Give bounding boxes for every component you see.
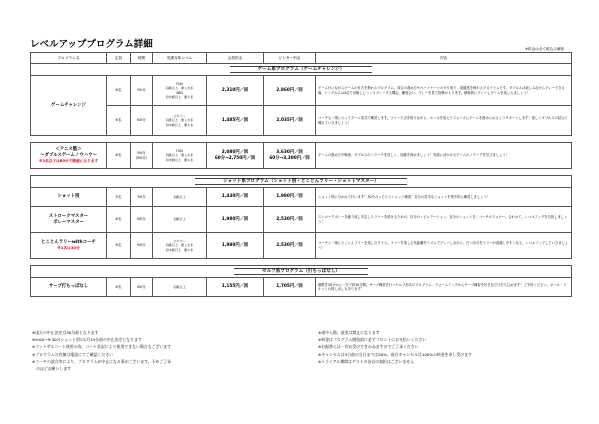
level-cell: 初級以上	[153, 278, 207, 297]
level-cell	[153, 76, 207, 106]
content-cell: 制限を30分から一打で約30分間。サーブ練習を行うセルフ形式のプログラム、ウォームアップからサーブ練習を好きなだけ打ち込めます！ご予約ください。ボール・ラケットの貸し出しもあります！	[316, 278, 572, 297]
notes-left	[32, 329, 272, 372]
member-fee-cell: 1,980円／回	[207, 207, 264, 233]
level-cell: 初級以上	[153, 188, 207, 207]
program-subname: ボレーマスター	[53, 219, 84, 225]
capacity-cell: 6名	[107, 207, 131, 233]
capacity-cell: 6名	[107, 143, 131, 169]
level-line: 初級以上 楽しむ系	[165, 243, 194, 248]
note-item: のほどお願いします	[36, 366, 72, 372]
section-row-game	[31, 64, 572, 76]
program-warning: ※2名以下は60分で開催になります	[38, 158, 99, 163]
header-content: 内容	[316, 53, 572, 64]
content-cell: ショット別に分かれて行います！30分みっちりとショット練習！自分の苦手なショットを集中的に練習しましょう！	[316, 188, 572, 207]
header-row	[31, 53, 572, 64]
member-fee-cell: 1,430円／回	[207, 188, 264, 207]
level-line: 初中級以上 勝ち系	[165, 247, 194, 252]
level-line: 初級以上 楽しむ系	[165, 86, 194, 91]
time-cell: 60分	[131, 278, 153, 297]
capacity-cell: 6名	[107, 106, 131, 136]
time-value: 90分	[137, 150, 146, 155]
notes-right	[318, 329, 570, 365]
level-line: 初級以上 楽しむ系	[165, 118, 194, 123]
visitor-fee-sub: 60分→3,300円／回	[269, 155, 310, 161]
note-item: ※料金はプログラム開始前に必ずフロントにお支払いください	[318, 337, 427, 343]
capacity-cell: 6名	[107, 278, 131, 297]
level-line: 初中級以上 勝ち系	[165, 122, 194, 127]
spacer-row	[31, 259, 572, 266]
section-title-self: セルフ系プログラム（打ちっぱなし）	[234, 268, 368, 276]
member-fee-cell: 1,155円／回	[207, 278, 264, 297]
level-line: WIN	[176, 90, 183, 95]
header-level: 受講対象レベル	[153, 53, 207, 64]
time-cell: 60分	[131, 207, 153, 233]
level-line: 初中級以上 勝ち系	[165, 157, 194, 162]
time-cell: 60分	[131, 233, 153, 259]
visitor-fee-cell: 2,035円／回	[264, 106, 316, 136]
level-cell	[153, 143, 207, 169]
section-title-shot: ショット系プログラム（ショット別・とことんラリー・ショットマスター）	[195, 178, 407, 186]
program-name: サーブ打ちっぱなし	[31, 278, 107, 297]
member-fee-cell: 1,485円／回	[207, 106, 264, 136]
member-fee-cell	[207, 143, 264, 169]
program-warning: ※1名は30分	[57, 245, 80, 250]
level-line: FUN	[176, 82, 183, 87]
visitor-fee-cell	[264, 143, 316, 169]
header-program: プログラム名	[31, 53, 107, 64]
program-name: ＜テニス塾＞	[55, 147, 82, 153]
content-cell: ゲーム行いながらゲームの仕方を教わるプログラム。試合の進め方やペートナーとのやり取り、前縦張を教わるプログラムです。ダブルスは楽しみながらプレーできる場、シングルスは4名で対戦しじっくりプレーする機会、難度合い、プレーを見て指導が入ります。積極的にプレーしゲームを楽しみましょう！	[316, 76, 572, 106]
time-cell: 30分	[131, 188, 153, 207]
member-fee-sub: 60分→2,750円／回	[214, 155, 256, 161]
section-row-self	[31, 266, 572, 278]
visitor-fee: 3,630円／回	[276, 149, 303, 155]
level-line: ビギナー	[173, 239, 186, 244]
note-item: ※キャンセルは3日前の当日までは50%、前日キャンセルは100%の料金を申し受けます	[318, 351, 472, 357]
program-name-cell	[31, 143, 107, 169]
program-name: ショット別	[31, 188, 107, 207]
level-cell: 初級以上	[153, 207, 207, 233]
note-item: ※プログラムの有無は電話にてご確認ください	[32, 351, 114, 357]
program-name-game-challenge: ゲームチャレンジ	[31, 76, 107, 136]
capacity-cell: 6名	[107, 233, 131, 259]
note-item: ※トライアル期間はゲストの各自の加担はございません	[318, 358, 415, 364]
header-time: 時間	[131, 53, 153, 64]
visitor-fee-cell: 1,705円／回	[264, 278, 316, 297]
time-cell	[131, 143, 153, 169]
note-item: ※9:00～9:30のショット別の1月15分前の中止決定となります	[32, 337, 142, 343]
note-item: ※雨天の中止決定は30分前となります	[32, 330, 99, 335]
member-fee: 3,080円／回	[221, 149, 249, 155]
table-row	[31, 207, 572, 233]
section-title-game: ゲーム系プログラム（ゲームチャレンジ）	[230, 66, 373, 74]
spacer-row	[31, 136, 572, 143]
content-cell: ゲームの進め方や戦術、ダブルスのノウハウを詳しく、知識を深めましょう！実践に活かせるゲームのノウハウを学びましょう！	[316, 143, 572, 169]
note-item: ※フットサルコート使用の為、コート状況により使用できない場合もございます	[32, 344, 171, 350]
capacity-cell: 6名	[107, 76, 131, 106]
capacity-cell: 5名	[107, 188, 131, 207]
visitor-fee-cell: 2,530円／回	[264, 233, 316, 259]
note-item: ※お振替えは一切お受けできかねますのでご了承ください	[318, 344, 419, 350]
program-name-cell	[31, 207, 107, 233]
member-fee-cell: 1,980円／回	[207, 233, 264, 259]
content-cell: コーチと一緒にとことんラリーを楽しむクラス。ラリーを楽しむ長距離をリズムでプレーしながら、打つ自分をラリーが意識しやすくなる、レベルアップしていきましょう！	[316, 233, 572, 259]
program-subname: ～ダブルスゲームノウハウ～	[40, 153, 97, 159]
note-item: ※コーチの試合等により、プログラムが中止になる事がございます。予めご了承	[32, 358, 172, 364]
program-name: ストロークマスター	[48, 213, 89, 219]
visitor-fee-cell: 1,980円／回	[264, 188, 316, 207]
program-name-cell	[31, 233, 107, 259]
table-row	[31, 278, 572, 297]
content-cell: コーチも一緒に入ってゲーム形式で練習します。ラリーで点を取りながら、ルールを覚えてスムーズにゲームを進められるようサポートします！楽しくダブルスの試合に慣れていきましょう！	[316, 106, 572, 136]
level-line: 初級以上 楽しむ系	[165, 153, 194, 158]
header-capacity: 定員	[107, 53, 131, 64]
note-item: ※途中入場、退室は禁止になります	[318, 330, 380, 335]
time-cell: 60分	[131, 106, 153, 136]
page-title: レベルアッププログラム詳細	[30, 39, 153, 50]
content-cell: ストロークボレーを繰り返し安定したラリーを続けるための、自分のレビュテーション、自分のショットを、コーチのフォロー、合わせて、レベルアップを目指しましょう！	[316, 207, 572, 233]
member-fee-cell: 2,310円／回	[207, 76, 264, 106]
header-visitor-fee: ビジター料金	[264, 53, 316, 64]
table-row	[31, 188, 572, 207]
program-table	[30, 52, 572, 297]
visitor-fee-cell: 2,530円／回	[264, 207, 316, 233]
time-cell: 90分	[131, 76, 153, 106]
level-line: FUN	[176, 149, 183, 154]
tax-note: ※料金は全て税込み価格	[525, 47, 564, 51]
header-member-fee: 会員料金	[207, 53, 264, 64]
visitor-fee-cell: 2,860円／回	[264, 76, 316, 106]
table-row	[31, 233, 572, 259]
level-cell	[153, 106, 207, 136]
level-line: 初中級以上 勝ち系	[165, 94, 194, 99]
spacer-row	[31, 169, 572, 176]
program-name: とことんラリーwithコーチ	[41, 240, 96, 246]
time-sub: （60分）	[133, 155, 150, 160]
table-row	[31, 143, 572, 169]
level-cell	[153, 233, 207, 259]
table-row	[31, 76, 572, 106]
level-line: ビギナー	[173, 114, 186, 119]
section-row-shot	[31, 176, 572, 188]
table-row	[31, 106, 572, 136]
